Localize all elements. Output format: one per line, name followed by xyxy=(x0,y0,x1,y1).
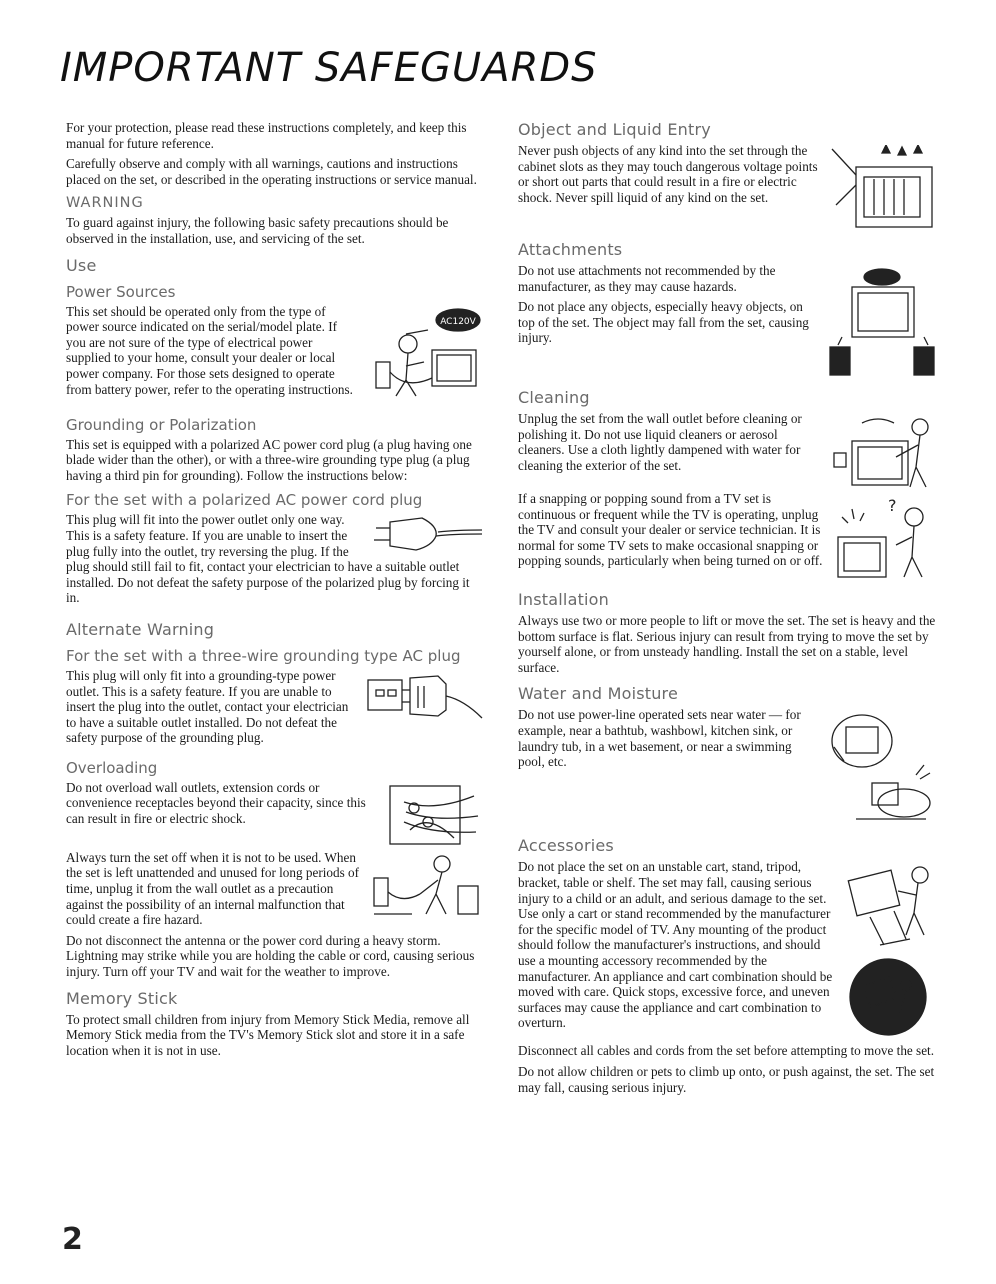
accessories-heading: Accessories xyxy=(518,836,614,856)
accessories-text-1: Do not place the set on an unstable cart, stand, tripod, bracket, table or shelf. The set may fall, causing serious injury to a child or an adult, and serious damage to the set. Use only a cart or stand recommended by the manufacturer for the specific model of TV. Any mounting of the product should follow the manufacturer's instructions, and should use a mounting accessory recommended by the manufacturer. An appliance and cart combination should be moved with care. Quick stops, excessive force, and uneven surfaces may cause the appliance and cart combination to overturn. xyxy=(518,859,833,1031)
ac-badge-text: AC120V xyxy=(440,316,476,327)
attachments-text-2: Do not place any objects, especially heavy objects, on top of the set. The object may fall from the set, causing injury. xyxy=(518,299,809,346)
polarized-plug-text: This plug will fit into the power outlet only one way. This is a safety feature. If you are unable to insert the plug fully into the outlet, try reversing the plug. If the plug should still fail to fit, contact your electrician to have a suitable outlet installed. Do not defeat the safety purpose of the polarized plug by forcing it in. xyxy=(66,512,470,606)
object-entry-heading: Object and Liquid Entry xyxy=(518,120,711,139)
accessories-text-2: Disconnect all cables and cords from the set before attempting to move the set. xyxy=(518,1043,935,1059)
tv-with-objects-icon xyxy=(828,265,936,377)
grounding-text: This set is equipped with a polarized AC power cord plug (a plug having one blade wider than the other), or with a three-wire grounding type plug (a plug having a third pin for grounding). Follow the instructions below: xyxy=(66,436,472,483)
tipping-cart-icon xyxy=(840,861,936,951)
right-column xyxy=(518,120,936,1100)
polarized-plug-icon xyxy=(372,514,484,554)
attachments-heading: Attachments xyxy=(518,240,623,259)
overloading-text-2: Always turn the set off when it is not to be used. When the set is left unattended and unused for long periods of time, unplug it from the wall outlet as a precaution against the possibility of an internal malfunction that could create a fire hazard. xyxy=(66,849,359,928)
polarized-plug-heading: For the set with a polarized AC power cord plug xyxy=(66,491,423,510)
grounding-heading: Grounding or Polarization xyxy=(66,415,257,434)
attachments-text-1: Do not use attachments not recommended by the manufacturer, as they may cause hazards. xyxy=(518,263,776,294)
cleaning-tv-icon xyxy=(832,413,936,489)
grounding-plug-icon xyxy=(366,670,484,722)
cart-tip-warning-icon xyxy=(840,955,936,1041)
unplug-person-icon xyxy=(372,852,484,918)
accessories-text-3: Do not allow children or pets to climb up onto, or push against, the set. The set may fall, causing serious injury. xyxy=(518,1063,935,1095)
cleaning-heading: Cleaning xyxy=(518,388,590,407)
object-entry-tv-icon xyxy=(826,145,936,229)
page-number: 2 xyxy=(62,1222,83,1257)
left-column xyxy=(66,120,484,1063)
water-moisture-text: Do not use power-line operated sets near water — for example, near a bathtub, washbowl, kitchen sink, or laundry tub, in a wet basement, or near a swimming pool, etc. xyxy=(518,707,801,770)
overloading-text-1: Do not overload wall outlets, extension cords or convenience receptacles beyond their capacity, since this can result in fire or electric shock. xyxy=(66,779,366,827)
object-entry-text: Never push objects of any kind into the set through the cabinet slots as they may touch dangerous voltage points or short out parts that could result in a fire or electric shock. Never spill liquid of any kind on the set. xyxy=(518,143,818,205)
water-near-tv-icon xyxy=(826,709,936,825)
warning-text: To guard against injury, the following basic safety precautions should be observed in the installation, use, and servicing of the set. xyxy=(66,215,449,246)
overloading-text-3: Do not disconnect the antenna or the power cord during a heavy storm. Lightning may strike while you are holding the cable or cord, causing serious injury. Turn off your TV and wait for the weather to improve. xyxy=(66,932,475,980)
cleaning-text-2: If a snapping or popping sound from a TV set is continuous or frequent while the TV is operating, unplug the TV and consult your dealer or service technician. It is normal for some TV sets to make occasional snapping or popping sounds, particularly when being turned on or off. xyxy=(518,491,823,569)
page-title: IMPORTANT SAFEGUARDS xyxy=(60,45,598,91)
popping-sound-tv-icon xyxy=(832,493,936,579)
use-heading: Use xyxy=(66,255,97,275)
alternate-warning-heading: Alternate Warning xyxy=(66,619,215,639)
warning-heading: WARNING xyxy=(66,195,144,212)
power-sources-heading: Power Sources xyxy=(66,282,176,301)
three-wire-plug-text: This plug will only fit into a grounding-type power outlet. This is a safety feature. If you are unable to insert the plug into the outlet, contact your electrician to have a suitable outlet installed. Do not defeat the safety purpose of the grounding plug. xyxy=(66,667,349,746)
overloaded-outlet-icon xyxy=(384,782,484,848)
installation-text: Always use two or more people to lift or move the set. The set is heavy and the bottom surface is flat. Serious injury can result from trying to move the set by yourself alone, or from unsteady handling. Install the set on a stable, level surface. xyxy=(518,613,936,675)
power-source-illustration-icon xyxy=(366,306,484,406)
installation-heading: Installation xyxy=(518,590,610,609)
overloading-heading: Overloading xyxy=(66,758,158,777)
popping-question-mark: ? xyxy=(888,496,897,515)
three-wire-plug-heading: For the set with a three-wire grounding type AC plug xyxy=(66,646,461,665)
intro-paragraph-1: For your protection, please read these instructions completely, and keep this manual for future reference. xyxy=(66,120,467,151)
power-sources-text: This set should be operated only from the type of power source indicated on the serial/model plate. If you are not sure of the type of electrical power supplied to your home, consult your dealer or local power company. For those sets designed to operate from battery power, refer to the operating instructions. xyxy=(66,303,353,397)
memory-stick-text: To protect small children from injury from Memory Stick Media, remove all Memory Stick media from the TV's Memory Stick slot and store it in a safe location when it is not in use. xyxy=(66,1011,470,1058)
water-moisture-heading: Water and Moisture xyxy=(518,684,679,704)
memory-stick-heading: Memory Stick xyxy=(66,988,178,1008)
intro-paragraph-2: Carefully observe and comply with all warnings, cautions and instructions placed on the set, or described in the operating instructions or service manual. xyxy=(66,156,477,187)
cleaning-text-1: Unplug the set from the wall outlet before cleaning or polishing it. Do not use liquid cleaners or aerosol cleaners. Use a cloth lightly dampened with water for cleaning the exterior of the set. xyxy=(518,411,802,473)
